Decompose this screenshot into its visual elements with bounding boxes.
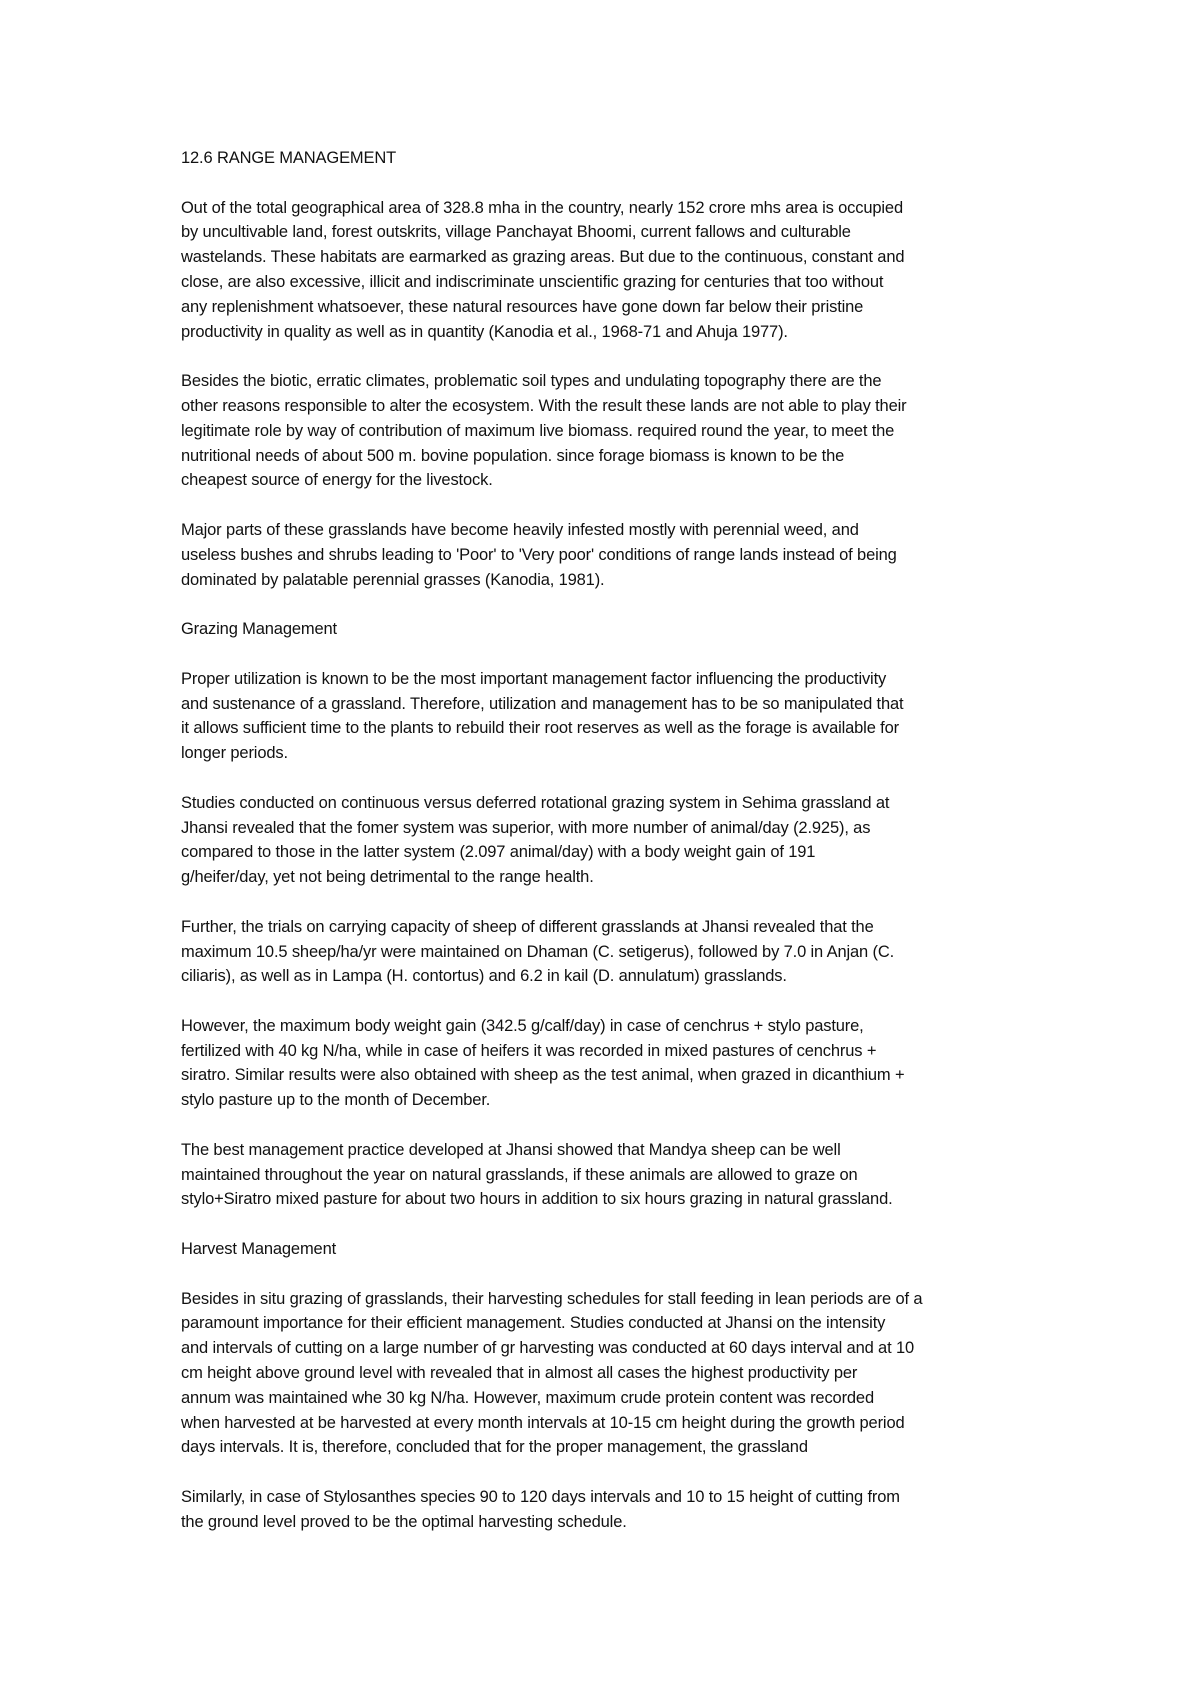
text-line: by uncultivable land, forest outskrits, village Panchayat Bhoomi, current fallows and culturable bbox=[181, 223, 851, 242]
text-line: paramount importance for their efficient management. Studies conducted at Jhansi on the intensity bbox=[181, 1314, 886, 1333]
text-line: dominated by palatable perennial grasses (Kanodia, 1981). bbox=[181, 570, 605, 589]
text-line: Proper utilization is known to be the most important management factor influencing the productivity bbox=[181, 669, 887, 688]
text-line: g/heifer/day, yet not being detrimental to the range health. bbox=[181, 868, 594, 887]
text-line: Out of the total geographical area of 328.8 mha in the country, nearly 152 crore mhs area is occupied bbox=[181, 198, 903, 217]
intro-paragraph-3 bbox=[181, 518, 1061, 592]
text-line: any replenishment whatsoever, these natural resources have gone down far below their pristine bbox=[181, 297, 864, 316]
text-line: and sustenance of a grassland. Therefore, utilization and management has to be so manipulated that bbox=[181, 694, 904, 713]
text-line: siratro. Similar results were also obtained with sheep as the test animal, when grazed in dicanthium + bbox=[181, 1066, 905, 1085]
text-line: days intervals. It is, therefore, concluded that for the proper management, the grassland bbox=[181, 1438, 808, 1457]
text-line: Besides in situ grazing of grasslands, their harvesting schedules for stall feeding in lean periods are of a bbox=[181, 1289, 923, 1308]
grazing-paragraph-4 bbox=[181, 1014, 1061, 1113]
text-line: it allows sufficient time to the plants to rebuild their root reserves as well as the forage is available for bbox=[181, 719, 899, 738]
text-line: cheapest source of energy for the livestock. bbox=[181, 471, 493, 490]
harvest-paragraph-1 bbox=[181, 1287, 1061, 1461]
intro-paragraph-1 bbox=[181, 196, 1061, 345]
grazing-paragraph-1 bbox=[181, 667, 1061, 766]
text-line: the ground level proved to be the optimal harvesting schedule. bbox=[181, 1512, 627, 1531]
text-line: Similarly, in case of Stylosanthes species 90 to 120 days intervals and 10 to 15 height of cutting from bbox=[181, 1488, 900, 1507]
text-line: maintained throughout the year on natural grasslands, if these animals are allowed to graze on bbox=[181, 1165, 858, 1184]
grazing-paragraph-5 bbox=[181, 1138, 1061, 1212]
text-line: The best management practice developed at Jhansi showed that Mandya sheep can be well bbox=[181, 1140, 841, 1159]
text-line: when harvested at be harvested at every month intervals at 10-15 cm height during the growth period bbox=[181, 1413, 905, 1432]
harvest-paragraph-2 bbox=[181, 1485, 1061, 1535]
text-line: fertilized with 40 kg N/ha, while in case of heifers it was recorded in mixed pastures of cenchrus + bbox=[181, 1041, 877, 1060]
text-line: stylo pasture up to the month of December. bbox=[181, 1091, 491, 1110]
text-line: useless bushes and shrubs leading to 'Poor' to 'Very poor' conditions of range lands instead of being bbox=[181, 545, 897, 564]
grazing-paragraph-3 bbox=[181, 915, 1061, 989]
text-line: close, are also excessive, illicit and indiscriminate unscientific grazing for centuries that too without bbox=[181, 272, 884, 291]
text-line: wastelands. These habitats are earmarked as grazing areas. But due to the continuous, constant and bbox=[181, 248, 905, 267]
text-line: ciliaris), as well as in Lampa (H. contortus) and 6.2 in kail (D. annulatum) grasslands. bbox=[181, 967, 787, 986]
grazing-paragraph-2 bbox=[181, 791, 1061, 890]
text-line: other reasons responsible to alter the ecosystem. With the result these lands are not able to play their bbox=[181, 396, 907, 415]
text-line: annum was maintained whe 30 kg N/ha. However, maximum crude protein content was recorded bbox=[181, 1388, 874, 1407]
section-title: 12.6 RANGE MANAGEMENT bbox=[181, 149, 397, 167]
text-line: Studies conducted on continuous versus deferred rotational grazing system in Sehima grassland at bbox=[181, 793, 890, 812]
text-line: stylo+Siratro mixed pasture for about two hours in addition to six hours grazing in natural grassland. bbox=[181, 1190, 893, 1209]
intro-paragraph-2 bbox=[181, 369, 1061, 493]
text-line: Jhansi revealed that the fomer system was superior, with more number of animal/day (2.925), as bbox=[181, 818, 871, 837]
text-line: and intervals of cutting on a large number of gr harvesting was conducted at 60 days interval and at 10 bbox=[181, 1339, 915, 1358]
text-line: longer periods. bbox=[181, 744, 288, 763]
grazing-management-heading: Grazing Management bbox=[181, 620, 337, 639]
text-line: cm height above ground level with revealed that in almost all cases the highest productivity per bbox=[181, 1364, 858, 1383]
document-page bbox=[181, 146, 1061, 1559]
text-line: However, the maximum body weight gain (342.5 g/calf/day) in case of cenchrus + stylo pasture, bbox=[181, 1016, 864, 1035]
text-line: Further, the trials on carrying capacity of sheep of different grasslands at Jhansi revealed that the bbox=[181, 917, 874, 936]
text-line: Besides the biotic, erratic climates, problematic soil types and undulating topography there are the bbox=[181, 372, 882, 391]
text-line: legitimate role by way of contribution of maximum live biomass. required round the year, to meet the bbox=[181, 421, 895, 440]
text-line: Major parts of these grasslands have become heavily infested mostly with perennial weed, and bbox=[181, 520, 859, 539]
text-line: productivity in quality as well as in quantity (Kanodia et al., 1968-71 and Ahuja 1977). bbox=[181, 322, 788, 341]
text-line: nutritional needs of about 500 m. bovine population. since forage biomass is known to be the bbox=[181, 446, 845, 465]
harvest-management-heading: Harvest Management bbox=[181, 1240, 337, 1259]
text-line: compared to those in the latter system (2.097 animal/day) with a body weight gain of 191 bbox=[181, 843, 816, 862]
text-line: maximum 10.5 sheep/ha/yr were maintained on Dhaman (C. setigerus), followed by 7.0 in Anjan (C. bbox=[181, 942, 895, 961]
